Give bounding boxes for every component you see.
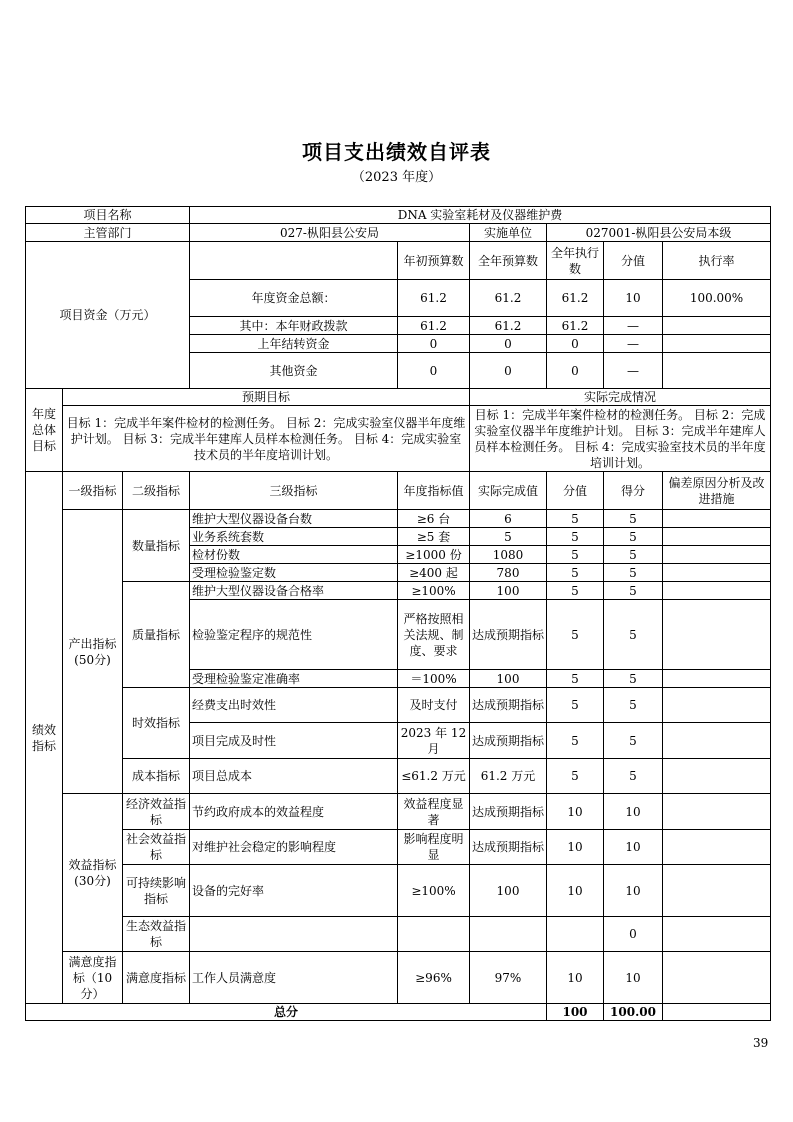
perf-deviation <box>663 865 771 917</box>
dept-value: 027-枞阳县公安局 <box>190 224 470 242</box>
perf-actual: 6 <box>470 510 547 528</box>
perf-deviation <box>663 794 771 830</box>
perf-score-value: 10 <box>547 865 604 917</box>
goals-actual-text: 目标 1：完成半年案件检材的检测任务。 目标 2：完成实验室仪器半年度维护计划。 目标 3：完成半年建库人员样本检测任务。 目标 4：完成实验室技术员的半年度培训计划。 <box>470 406 771 472</box>
perf-score: 5 <box>604 670 663 688</box>
perf-actual: 达成预期指标 <box>470 794 547 830</box>
perf-actual: 97% <box>470 952 547 1004</box>
perf-col-level2: 二级指标 <box>123 472 190 510</box>
perf-actual: 61.2 万元 <box>470 759 547 794</box>
perf-target: ＝100% <box>398 670 470 688</box>
perf-target: ≥1000 份 <box>398 546 470 564</box>
project-name-row <box>26 207 771 224</box>
perf-side-label: 绩效指标 <box>26 472 63 1004</box>
perf-level1: 满意度指标（10 分） <box>63 952 123 1004</box>
perf-score-value: 5 <box>547 546 604 564</box>
total-row <box>26 1004 771 1021</box>
perf-actual: 达成预期指标 <box>470 688 547 723</box>
perf-level2: 社会效益指标 <box>123 830 190 865</box>
perf-deviation <box>663 917 771 952</box>
perf-row <box>26 830 771 865</box>
perf-row <box>26 794 771 830</box>
perf-score-value: 5 <box>547 582 604 600</box>
perf-score-value: 5 <box>547 564 604 582</box>
perf-score: 5 <box>604 688 663 723</box>
perf-score: 5 <box>604 528 663 546</box>
perf-indicator: 对维护社会稳定的影响程度 <box>190 830 398 865</box>
perf-actual: 100 <box>470 582 547 600</box>
perf-score: 10 <box>604 952 663 1004</box>
perf-deviation <box>663 600 771 670</box>
total-label: 总分 <box>26 1004 547 1021</box>
perf-indicator: 项目完成及时性 <box>190 723 398 759</box>
perf-score-value: 5 <box>547 759 604 794</box>
funds-score-value: 10 <box>604 280 663 317</box>
perf-target: 2023 年 12 月 <box>398 723 470 759</box>
funds-rate <box>663 353 771 389</box>
dept-row <box>26 224 771 242</box>
perf-deviation <box>663 952 771 1004</box>
perf-target: 严格按照相关法规、制度、要求 <box>398 600 470 670</box>
funds-score-value: — <box>604 353 663 389</box>
self-evaluation-table <box>25 206 771 1021</box>
goals-side-label: 年度总体目标 <box>26 389 63 472</box>
perf-level2: 可持续影响指标 <box>123 865 190 917</box>
perf-deviation <box>663 830 771 865</box>
perf-score-value: 5 <box>547 510 604 528</box>
funds-score-value: — <box>604 335 663 353</box>
perf-row <box>26 759 771 794</box>
perf-indicator: 维护大型仪器设备台数 <box>190 510 398 528</box>
perf-indicator: 节约政府成本的效益程度 <box>190 794 398 830</box>
total-score: 100.00 <box>604 1004 663 1021</box>
perf-score-value: 5 <box>547 670 604 688</box>
perf-level2: 质量指标 <box>123 582 190 688</box>
perf-indicator: 经费支出时效性 <box>190 688 398 723</box>
perf-score: 5 <box>604 510 663 528</box>
perf-target: ≥96% <box>398 952 470 1004</box>
perf-target: 影响程度明显 <box>398 830 470 865</box>
funds-header-blank <box>190 242 398 280</box>
perf-score: 5 <box>604 582 663 600</box>
perf-score-value: 5 <box>547 528 604 546</box>
perf-row <box>26 510 771 528</box>
funds-exec: 0 <box>547 353 604 389</box>
perf-indicator: 维护大型仪器设备合格率 <box>190 582 398 600</box>
perf-deviation <box>663 670 771 688</box>
perf-target: ≥100% <box>398 865 470 917</box>
funds-score-value: — <box>604 317 663 335</box>
funds-exec: 61.2 <box>547 317 604 335</box>
perf-level1: 产出指标(50分) <box>63 510 123 794</box>
perf-col-deviation: 偏差原因分析及改进措施 <box>663 472 771 510</box>
perf-actual: 1080 <box>470 546 547 564</box>
perf-deviation <box>663 723 771 759</box>
perf-level2: 时效指标 <box>123 688 190 759</box>
funds-initial: 61.2 <box>398 317 470 335</box>
perf-indicator: 检验鉴定程序的规范性 <box>190 600 398 670</box>
perf-score: 5 <box>604 600 663 670</box>
perf-score: 5 <box>604 546 663 564</box>
funds-exec: 61.2 <box>547 280 604 317</box>
impl-label: 实施单位 <box>470 224 547 242</box>
funds-label: 项目资金（万元） <box>26 242 190 389</box>
funds-row-label: 其中：本年财政拨款 <box>190 317 398 335</box>
funds-exec: 0 <box>547 335 604 353</box>
perf-level2: 成本指标 <box>123 759 190 794</box>
perf-actual: 780 <box>470 564 547 582</box>
perf-actual: 达成预期指标 <box>470 723 547 759</box>
perf-level2: 经济效益指标 <box>123 794 190 830</box>
funds-full: 0 <box>470 353 547 389</box>
funds-rate <box>663 317 771 335</box>
perf-target: 效益程度显著 <box>398 794 470 830</box>
dept-label: 主管部门 <box>26 224 190 242</box>
perf-score-value: 10 <box>547 952 604 1004</box>
funds-initial: 0 <box>398 335 470 353</box>
funds-col-score-value: 分值 <box>604 242 663 280</box>
perf-score: 10 <box>604 794 663 830</box>
perf-indicator: 检材份数 <box>190 546 398 564</box>
perf-score: 5 <box>604 759 663 794</box>
perf-indicator: 项目总成本 <box>190 759 398 794</box>
perf-score-value: 10 <box>547 830 604 865</box>
perf-level1: 效益指标(30分) <box>63 794 123 952</box>
impl-value: 027001-枞阳县公安局本级 <box>547 224 771 242</box>
perf-score: 10 <box>604 865 663 917</box>
perf-header-row <box>26 472 771 510</box>
perf-score-value: 5 <box>547 600 604 670</box>
goals-content-row <box>26 406 771 472</box>
project-name-label: 项目名称 <box>26 207 190 224</box>
perf-deviation <box>663 510 771 528</box>
perf-col-score-value: 分值 <box>547 472 604 510</box>
goals-actual-label: 实际完成情况 <box>470 389 771 406</box>
perf-col-score: 得分 <box>604 472 663 510</box>
perf-score: 5 <box>604 723 663 759</box>
perf-actual: 100 <box>470 865 547 917</box>
perf-score-value: 5 <box>547 723 604 759</box>
funds-rate <box>663 335 771 353</box>
funds-row-label: 其他资金 <box>190 353 398 389</box>
perf-col-target: 年度指标值 <box>398 472 470 510</box>
page-subtitle: （2023 年度） <box>351 170 442 185</box>
perf-row <box>26 688 771 723</box>
perf-level2: 生态效益指标 <box>123 917 190 952</box>
perf-col-level1: 一级指标 <box>63 472 123 510</box>
perf-target: ≥5 套 <box>398 528 470 546</box>
perf-score: 10 <box>604 830 663 865</box>
perf-deviation <box>663 582 771 600</box>
perf-row <box>26 865 771 917</box>
page-number: 39 <box>753 1036 769 1050</box>
perf-deviation <box>663 759 771 794</box>
perf-indicator: 设备的完好率 <box>190 865 398 917</box>
perf-level2: 数量指标 <box>123 510 190 582</box>
perf-score: 5 <box>604 564 663 582</box>
perf-row <box>26 917 771 952</box>
perf-score: 0 <box>604 917 663 952</box>
goals-expected-text: 目标 1：完成半年案件检材的检测任务。 目标 2：完成实验室仪器半年度维护计划。 目标 3：完成半年建库人员样本检测任务。 目标 4：完成实验室技术员的半年度培训计划。 <box>63 406 470 472</box>
funds-full: 61.2 <box>470 280 547 317</box>
funds-col-rate: 执行率 <box>663 242 771 280</box>
perf-target: ≥100% <box>398 582 470 600</box>
perf-actual <box>470 917 547 952</box>
funds-row-label: 上年结转资金 <box>190 335 398 353</box>
perf-target <box>398 917 470 952</box>
perf-target: ≥6 台 <box>398 510 470 528</box>
perf-row <box>26 952 771 1004</box>
perf-actual: 5 <box>470 528 547 546</box>
funds-initial: 0 <box>398 353 470 389</box>
perf-deviation <box>663 528 771 546</box>
funds-full: 0 <box>470 335 547 353</box>
funds-full: 61.2 <box>470 317 547 335</box>
total-deviation <box>663 1004 771 1021</box>
perf-score-value <box>547 917 604 952</box>
perf-target: ≥400 起 <box>398 564 470 582</box>
perf-row <box>26 582 771 600</box>
goals-header-row <box>26 389 771 406</box>
funds-header-row <box>26 242 771 280</box>
perf-indicator: 受理检验鉴定准确率 <box>190 670 398 688</box>
project-name-value: DNA 实验室耗材及仪器维护费 <box>190 207 771 224</box>
perf-indicator: 工作人员满意度 <box>190 952 398 1004</box>
perf-indicator: 受理检验鉴定数 <box>190 564 398 582</box>
perf-indicator <box>190 917 398 952</box>
funds-col-initial: 年初预算数 <box>398 242 470 280</box>
total-score-value: 100 <box>547 1004 604 1021</box>
perf-indicator: 业务系统套数 <box>190 528 398 546</box>
perf-col-actual: 实际完成值 <box>470 472 547 510</box>
perf-actual: 达成预期指标 <box>470 830 547 865</box>
funds-rate: 100.00% <box>663 280 771 317</box>
perf-target: 及时支付 <box>398 688 470 723</box>
perf-score-value: 10 <box>547 794 604 830</box>
funds-col-exec: 全年执行数 <box>547 242 604 280</box>
funds-row-label: 年度资金总额： <box>190 280 398 317</box>
perf-deviation <box>663 688 771 723</box>
goals-expected-label: 预期目标 <box>63 389 470 406</box>
perf-level2: 满意度指标 <box>123 952 190 1004</box>
perf-deviation <box>663 546 771 564</box>
perf-target: ≤61.2 万元 <box>398 759 470 794</box>
perf-deviation <box>663 564 771 582</box>
funds-initial: 61.2 <box>398 280 470 317</box>
page-title: 项目支出绩效自评表 <box>302 140 491 164</box>
perf-actual: 100 <box>470 670 547 688</box>
perf-actual: 达成预期指标 <box>470 600 547 670</box>
funds-col-full: 全年预算数 <box>470 242 547 280</box>
perf-col-level3: 三级指标 <box>190 472 398 510</box>
perf-score-value: 5 <box>547 688 604 723</box>
